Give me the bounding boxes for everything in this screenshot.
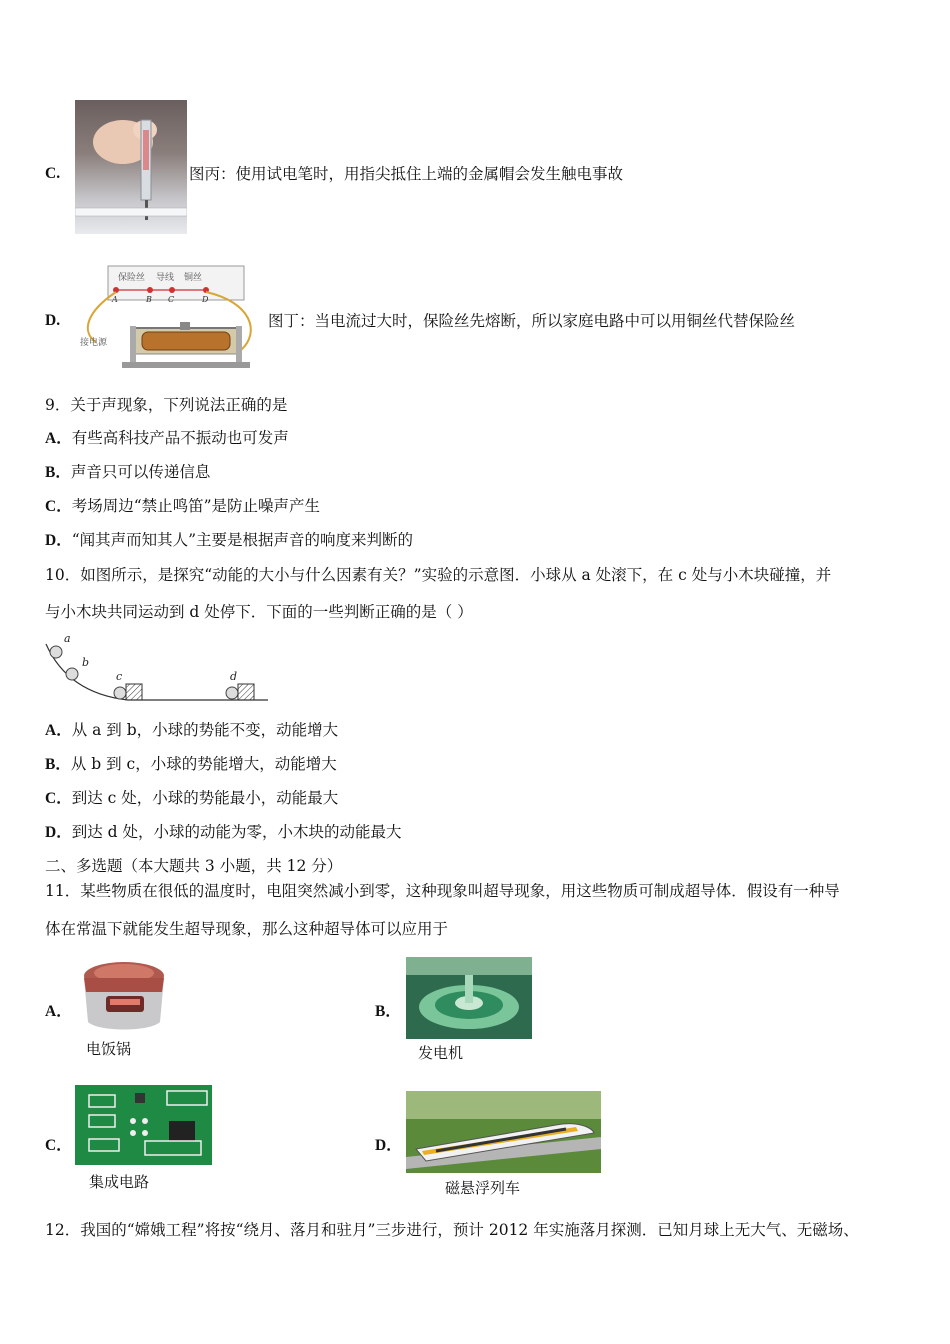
copper-label: 铜丝: [184, 273, 203, 283]
q9-stem: 9．关于声现象，下列说法正确的是: [45, 396, 288, 414]
q9-option-b: [45, 462, 210, 483]
q11-caption-a: 电饭锅: [86, 1040, 132, 1058]
maglev-train-image: [406, 1091, 601, 1173]
q9-option-a: [45, 428, 289, 449]
option-text: 从 b 到 c，小球的势能增大，动能增大: [70, 755, 337, 773]
q9-option-c: [45, 496, 320, 517]
section-2-title: 二、多选题（本大题共 3 小题，共 12 分）: [45, 857, 343, 875]
q11-option-b-label: B．: [375, 1003, 401, 1020]
option-label: D．: [45, 824, 72, 841]
option-text: 有些高科技产品不振动也可发声: [71, 429, 289, 447]
q10-option-d: [45, 822, 401, 843]
label-d: d: [230, 670, 238, 683]
q11-caption-d: 磁悬浮列车: [445, 1179, 521, 1197]
integrated-circuit-image: [75, 1085, 212, 1165]
q8-option-c-label: C.: [45, 165, 61, 182]
fuse-label: 保险丝: [118, 273, 146, 283]
point-a: A: [112, 295, 118, 304]
q11-stem-line1: 11．某些物质在很低的温度时，电阻突然减小到零，这种现象叫超导现象，用这些物质可制成超导体．假设有一种导: [45, 882, 840, 900]
option-label: D．: [45, 532, 72, 549]
point-b: B: [146, 295, 152, 304]
point-c: C: [168, 295, 175, 304]
fuse-experiment-diagram: [76, 262, 268, 374]
label-b: b: [82, 656, 90, 669]
option-text: 考场周边“禁止鸣笛”是防止噪声产生: [71, 497, 321, 515]
option-label: C．: [45, 498, 72, 515]
option-label: B．: [45, 464, 71, 481]
q11-stem-line2: 体在常温下就能发生超导现象，那么这种超导体可以应用于: [45, 920, 449, 938]
wire-label: 导线: [156, 273, 175, 283]
point-d: D: [202, 295, 209, 304]
q9-option-d: [45, 530, 413, 551]
option-text: 到达 c 处，小球的势能最小，动能最大: [71, 789, 339, 807]
test-pen-photo: [75, 100, 187, 234]
q8-option-c-text: 图丙：使用试电笔时，用指尖抵住上端的金属帽会发生触电事故: [189, 165, 624, 183]
q8-option-d-text: 图丁：当电流过大时，保险丝先熔断，所以家庭电路中可以用铜丝代替保险丝: [268, 312, 796, 330]
rice-cooker-image: [78, 956, 170, 1036]
option-text: 声音只可以传递信息: [70, 463, 211, 481]
q8-option-d-label: D.: [45, 312, 61, 329]
q11-caption-c: 集成电路: [89, 1173, 150, 1191]
option-label: B．: [45, 756, 71, 773]
q10-option-c: [45, 788, 338, 809]
q11-option-c-label: C．: [45, 1137, 72, 1154]
label-a: a: [64, 632, 71, 645]
option-label: C．: [45, 790, 72, 807]
option-label: A．: [45, 430, 72, 447]
label-c: c: [116, 670, 123, 683]
option-text: “闻其声而知其人”主要是根据声音的响度来判断的: [71, 531, 414, 549]
option-label: A．: [45, 722, 72, 739]
option-text: 从 a 到 b，小球的势能不变，动能增大: [71, 721, 339, 739]
q11-option-d-label: D．: [375, 1137, 402, 1154]
q10-option-b: [45, 754, 337, 775]
generator-image: [406, 957, 532, 1039]
power-label: 接电源: [80, 338, 108, 348]
q11-caption-b: 发电机: [418, 1044, 464, 1062]
q11-option-a-label: A．: [45, 1003, 72, 1020]
option-text: 到达 d 处，小球的动能为零，小木块的动能最大: [71, 823, 402, 841]
q10-option-a: [45, 720, 338, 741]
ramp-diagram: [42, 630, 274, 706]
q10-stem-line1: 10．如图所示，是探究“动能的大小与什么因素有关？”实验的示意图．小球从 a 处滚下，在 c 处与小木块碰撞，并: [45, 566, 832, 584]
q10-stem-line2: 与小木块共同运动到 d 处停下．下面的一些判断正确的是（ ）: [45, 603, 473, 621]
q12-stem: 12．我国的“嫦娥工程”将按“绕月、落月和驻月”三步进行，预计 2012 年实施落月探测．已知月球上无大气、无磁场、: [45, 1221, 859, 1239]
